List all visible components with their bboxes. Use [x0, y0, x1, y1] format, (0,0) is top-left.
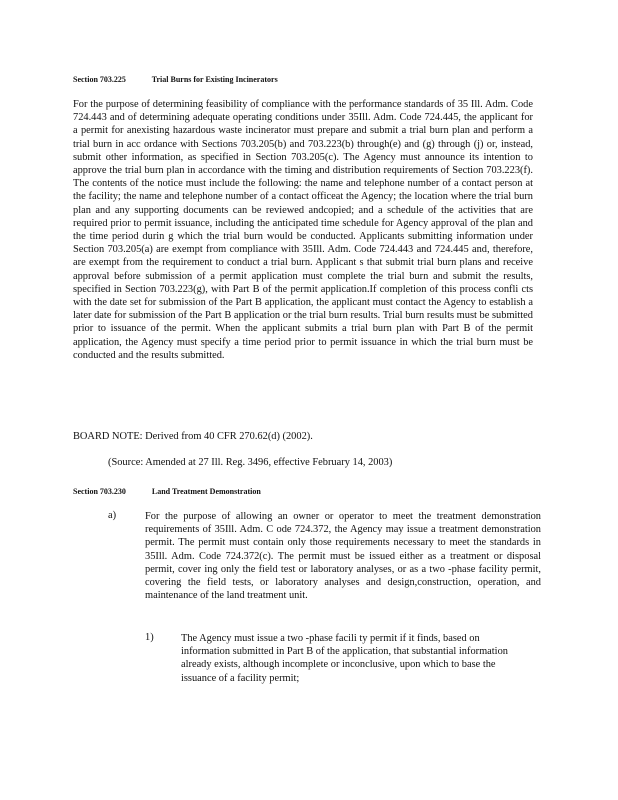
section-body-paragraph: For the purpose of determining feasibility of compliance with the performance standards of 35 Ill. Adm. Code 724.443 and of determining adequate operating conditions under 35Ill. Adm. Code 724.445, the applicant for a permit for anexisting hazardous waste incinerator must prepare and submit a trial burn plan and perform a trial burn in acc ordance with Sections 703.205(b) and 703.223(b) through(e) and (g) through (j) or, instead, submit other information, as specified in Section 703.205(c). The Agency must announce its intention to approve the trial burn plan in accordance with the timing and distribution requirements of Section 703.223(f). The contents of the notice must include the following: the name and telephone number of a contact person at the facility; the name and telephone number of a contact officeat the Agency; the location where the trial burn plan and any supporting documents can be reviewed andcopied; and a schedule of the activities that are required prior to permit issuance, including the anticipated time schedule for Agency approval of the plan and the time period durin g which the trial burn would be conducted. Applicants submitting information under Section 703.205(a) are exempt from compliance with 35Ill. Adm. Code 724.443 and 724.445 and, therefore, are exempt from the requirement to conduct a trial burn. Applicant s that submit trial burn plans and receive approval before submission of a permit application must complete the trial burn and submit the results, specified in Section 703.223(g), with Part B of the permit application.If completion of this process confli cts with the date set for submission of the Part B application, the applicant must contact the Agency to establish a later date for submission of the Part B application or the trial burn results. Trial burn results must be submitted prior to issuance of the permit. When the applicant submits a trial burn plan with Part B of the permit application, the Agency must specify a time period prior to permit issuance in which the trial burn must be conducted and the results submitted.: [73, 99, 533, 361]
board-note: BOARD NOTE: Derived from 40 CFR 270.62(d) (2002).: [73, 431, 313, 442]
section-number: Section 703.225: [73, 75, 126, 84]
source-note: (Source: Amended at 27 Ill. Reg. 3496, effective February 14, 2003): [108, 457, 393, 468]
item-1-label: 1): [145, 632, 154, 643]
subsection-a-label: a): [108, 510, 117, 521]
section-title-2: Land Treatment Demonstration: [151, 487, 261, 496]
section-heading: [73, 75, 302, 84]
section-heading-2: [73, 487, 285, 496]
section-number-2: Section 703.230: [73, 487, 126, 496]
section-title: Trial Burns for Existing Incinerators: [151, 75, 278, 84]
subsection-a-text: For the purpose of allowing an owner or operator to meet the treatment demonstration requirements of 35Ill. Adm. C ode 724.372, the Agency may issue a treatment demonstration permit. The permit must contain only those requirements necessary to meet the standards in 35Ill. Adm. Code 724.372(c). The permit must be issued either as a treatment or disposal permit, cover ing only the field test or laboratory analyses, or as a two -phase facility permit, covering the field tests, or laboratory analyses and design,construction, operation, and maintenance of the land treatment unit.: [145, 511, 541, 602]
item-1-text: The Agency must issue a two -phase facili ty permit if it finds, based on information submitted in Part B of the application, that substantial information already exists, although incomplete or inconclusive, upon which to base the issuance of a facility permit;: [181, 633, 508, 684]
